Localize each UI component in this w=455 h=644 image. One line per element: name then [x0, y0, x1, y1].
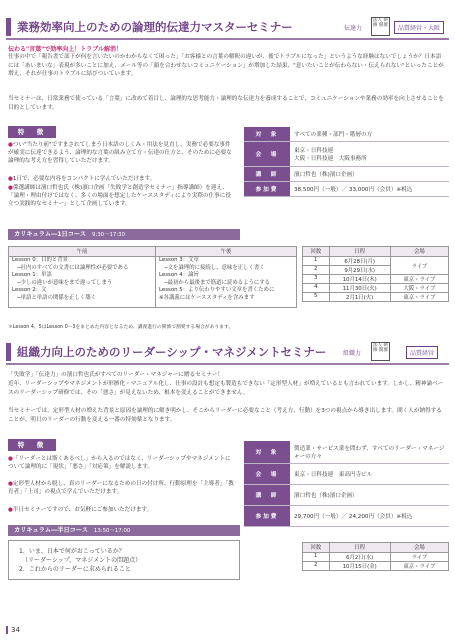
info-label: 対 象: [244, 441, 290, 464]
curriculum-title: カリキュラム―半日コース: [14, 527, 88, 534]
info-value: 濱口哲也（株)濱口企画）: [290, 485, 449, 506]
info-label: 会 場: [244, 142, 290, 167]
sched-no: 3: [303, 275, 330, 284]
sched-no: 1: [303, 553, 330, 562]
sched-date: 6月28日(月): [329, 257, 390, 266]
sched-venue: 大阪・ライブ: [390, 284, 448, 293]
sched-venue: 東京・ライブ: [390, 275, 448, 284]
section2-feature-2: [8, 480, 236, 496]
sched-no: 4: [303, 284, 330, 293]
am-line: ─社内のすべての文書には論理性が必要である: [12, 264, 129, 271]
schedule-row: [303, 553, 449, 562]
section1-header: [6, 16, 449, 40]
am-line: Lesson 2：文: [12, 287, 47, 294]
bullet-icon: ●: [8, 507, 13, 513]
info-label: 参加費: [244, 506, 290, 527]
pm-line: ※各講義にはケーススタディを含みます: [159, 294, 255, 301]
sched-venue: ライブ: [390, 257, 448, 275]
info-label: 参加費: [244, 182, 290, 197]
info-row-venue: [244, 464, 449, 485]
pm-line: Lesson 5：より伝わりやすい文章を書くために: [159, 287, 275, 294]
section2-feature-3: [8, 506, 236, 514]
section2-curriculum-bar: [8, 525, 240, 536]
pm-cell: [156, 257, 297, 308]
section1-feature-2: [8, 175, 236, 183]
section1-tag: 伝達力: [344, 25, 363, 32]
curriculum-time: 9:30〜17:30: [92, 232, 126, 238]
schedule-row: [303, 562, 449, 571]
sched-head-venue: 会場: [390, 543, 448, 553]
section2-header: [6, 341, 449, 365]
section1-features-title: 特 徴: [8, 126, 56, 138]
section1-curriculum-table: [8, 246, 297, 308]
section2-feature-1: [8, 455, 236, 471]
am-header: 午前: [9, 247, 156, 257]
section2-feature-1-text: 「リーダーとは斯くあるべし」から入るのではなく、リーダーシップやマネジメントについて論理的に「現状」「悪さ」「対応策」を解説します。: [8, 456, 231, 470]
sched-no: 1: [303, 257, 330, 266]
section1-feature-1: [8, 141, 236, 165]
am-line: ─単語と単語の関係を正しく築く: [12, 294, 97, 301]
sched-date: 10月14日(木): [329, 275, 390, 284]
info-label: 講 師: [244, 485, 290, 506]
pm-line: ─文を論理的に接続し、意味を正しく書く: [159, 264, 265, 271]
am-line: ─少しの違いが意味をまで違ってしまう: [12, 279, 113, 286]
section1-feature-1-text: つい"当たり前"ですまされてしまう日本語のしくみ・用法を見直し、実務で必要な事件が確実に伝達できるよう、論理的な言葉の組み立て方・伝達の仕方と、そのために必要な論理的な考え方を習得していただけます。: [8, 142, 232, 164]
info-row-lecturer: [244, 167, 449, 182]
sched-head-venue: 会場: [390, 247, 448, 257]
pm-line: Lesson 4：論旨: [159, 272, 199, 279]
seminar-icon: 法人 研修 開催: [371, 342, 390, 361]
info-row-fee: [244, 182, 449, 197]
section2-para2: 当セミナーでは、定形型人材の増えた背景と原因を論理的に解き明かし、そこからリーダーに必要なこと（考え方、行動）を3つの視点から導き出します。間く人が納得することが、明日のリーダーの行動を変える一番の特効薬となります。: [8, 408, 442, 423]
sched-head-no: 回数: [303, 543, 330, 553]
section1-curriculum-bar: [8, 229, 240, 240]
section2-info-table: [244, 441, 449, 527]
info-row-target: [244, 441, 449, 464]
sched-head-date: 日程: [329, 247, 390, 257]
curriculum-item: 1．いま、日本で何がおこっているか？: [19, 548, 125, 555]
schedule-row: [303, 257, 449, 266]
section1-title-bar: [6, 18, 11, 36]
section2-para1: 近年、リーダーシップやマネジメントが形骸化・マニュアル化し、仕事の設計も想定も製造もできない「定形型人材」が増えているとも言われています。しかし、精神論ベースのリーダーシップ研修では、その「悪さ」が見えないため、根本を変えることができません。: [8, 381, 444, 396]
sched-date: 6月2日(水): [329, 553, 390, 562]
section1-para2: 当セミナーは、日常業務で使っている「言葉」に改めて着目し、論理的な思考能力・論理的な伝達力を養成することで、コミュニケーションや業務の効率を向上させることを目的としています。: [8, 96, 444, 111]
section2-lead: 「失敗学」「伝達力」の濱口哲也氏がすべてのリーダー・マネジャーに贈るセミナー！: [8, 372, 224, 378]
section1-feature-2-text: 1日で、必要な内容をコンパクトに学んでいただけます。: [12, 176, 156, 182]
info-value: 製造業・サービス業を問わず、すべてのリーダー・マネージャーの方々: [290, 441, 449, 464]
section2-curriculum-box: [8, 540, 240, 580]
info-value: 東京・日科技連 東高円寺ビル: [290, 464, 449, 485]
sched-no: 2: [303, 562, 330, 571]
sched-no: 5: [303, 293, 330, 302]
section1-note: ＊Lesson 4、5はLesson 0〜3をまとめた内容となるため、講義進行の関係で割愛する場合があります。: [8, 325, 234, 330]
curriculum-title: カリキュラム―1日コース: [14, 231, 86, 238]
sched-venue: 東京・ライブ: [390, 293, 448, 302]
info-label: 講 師: [244, 167, 290, 182]
section1-feature-3-text: 係選講師は濱口哲也氏（株)濱口企画「失敗学と創造学セミナー」指導講師）を迎え、「論理・理由付けではなく、多くの場面を想定したケーススタディにより実際の仕事に役立つ実践的なセミナー」として企画しています。: [8, 185, 231, 207]
page-number: 34: [6, 626, 20, 634]
section2-features-title: 特 徴: [8, 439, 56, 451]
seminar-icon: 法人 研修 開催: [371, 17, 390, 36]
info-value: 東京・日科技連 大阪・日科技連 大阪事務所: [290, 142, 449, 167]
section2-feature-3-text: 半日セミナーですので、お気軽にご参加いただけます。: [12, 507, 153, 513]
curriculum-item: （リーダーシップ、マネジメントの問題点）: [19, 557, 142, 564]
schedule-row: [303, 284, 449, 293]
info-value: 濱口哲也（株)濱口企画）: [290, 167, 449, 182]
bullet-icon: ●: [8, 481, 13, 487]
section1-title: 業務効率向上のための論理的伝達力マスターセミナー: [17, 20, 293, 34]
info-value: すべての業種・部門・階層の方: [290, 127, 449, 142]
curriculum-item: 2．これからのリーダーに求められること: [19, 566, 131, 573]
am-line: Lesson 0：目的と背景: [12, 257, 69, 263]
section1-category: 品質経営・大阪: [394, 21, 444, 34]
section2-schedule-table: [302, 542, 449, 571]
section1-lead: 伝わる"言葉"で効率向上！トラブル解消！: [8, 46, 123, 53]
sched-venue: ライブ: [390, 553, 448, 562]
bullet-icon: ●: [8, 176, 13, 182]
section1-info-table: [244, 127, 449, 197]
section1-feature-3: [8, 184, 236, 208]
sched-date: 9月29日(水): [329, 266, 390, 275]
info-label: 対 象: [244, 127, 290, 142]
am-line: Lesson 1：単語: [12, 272, 52, 279]
sched-head-date: 日程: [329, 543, 390, 553]
info-value: 38,500円（一般）／ 33,000円（会員）※税込: [290, 182, 449, 197]
info-row-target: [244, 127, 449, 142]
sched-venue: 東京・ライブ: [390, 562, 448, 571]
sched-date: 10月15日(金): [329, 562, 390, 571]
sched-no: 2: [303, 266, 330, 275]
pm-header: 午後: [156, 247, 297, 257]
sched-date: 11月30日(火): [329, 284, 390, 293]
schedule-row: [303, 275, 449, 284]
sched-date: 2月1日(火): [329, 293, 390, 302]
pm-line: Lesson 3：文章: [159, 257, 199, 263]
section2-feature-2-text: 定形型人材から脱し、真のリーダーになるための日の付け所、行動原理を「主導者」「教育者」「上司」の視点で学んでいただけます。: [8, 481, 234, 495]
section2-title-bar: [6, 343, 11, 361]
pm-line: ─最初から最後まで筋道に読めるようにする: [159, 279, 271, 286]
schedule-row: [303, 293, 449, 302]
info-value: 29,700円（一般）／ 24,200円（会員）※税込: [290, 506, 449, 527]
am-cell: [9, 257, 156, 308]
info-label: 会 場: [244, 464, 290, 485]
bullet-icon: ●: [8, 456, 13, 462]
section2-title: 組織力向上のためのリーダーシップ・マネジメントセミナー: [17, 345, 327, 359]
section2-tag: 組織力: [343, 350, 362, 357]
curriculum-time: 13:50〜17:00: [93, 528, 131, 534]
section1-schedule-table: [302, 246, 449, 302]
bullet-icon: ●: [8, 142, 13, 148]
info-row-fee: [244, 506, 449, 527]
section2-category: 品質経営: [406, 346, 438, 359]
info-row-lecturer: [244, 485, 449, 506]
section1-para1: 仕事の中で「報告書で部下が何を言いたいのかわからなくて困った」「お客様との言葉の解釈の違いが、後でトラブルになった」というような経験はないでしょうか？日本語には「あいまいな」表現が多いことに加え、メール等の「顔を合わせないコミュニケーション」が増加した結果、"意いたいことが伝わらない・伝えられない"といったことが増え、それが仕事のトラブルに結びついています。: [8, 54, 444, 78]
sched-head-no: 回数: [303, 247, 330, 257]
info-row-venue: [244, 142, 449, 167]
bullet-icon: ●: [8, 185, 13, 191]
